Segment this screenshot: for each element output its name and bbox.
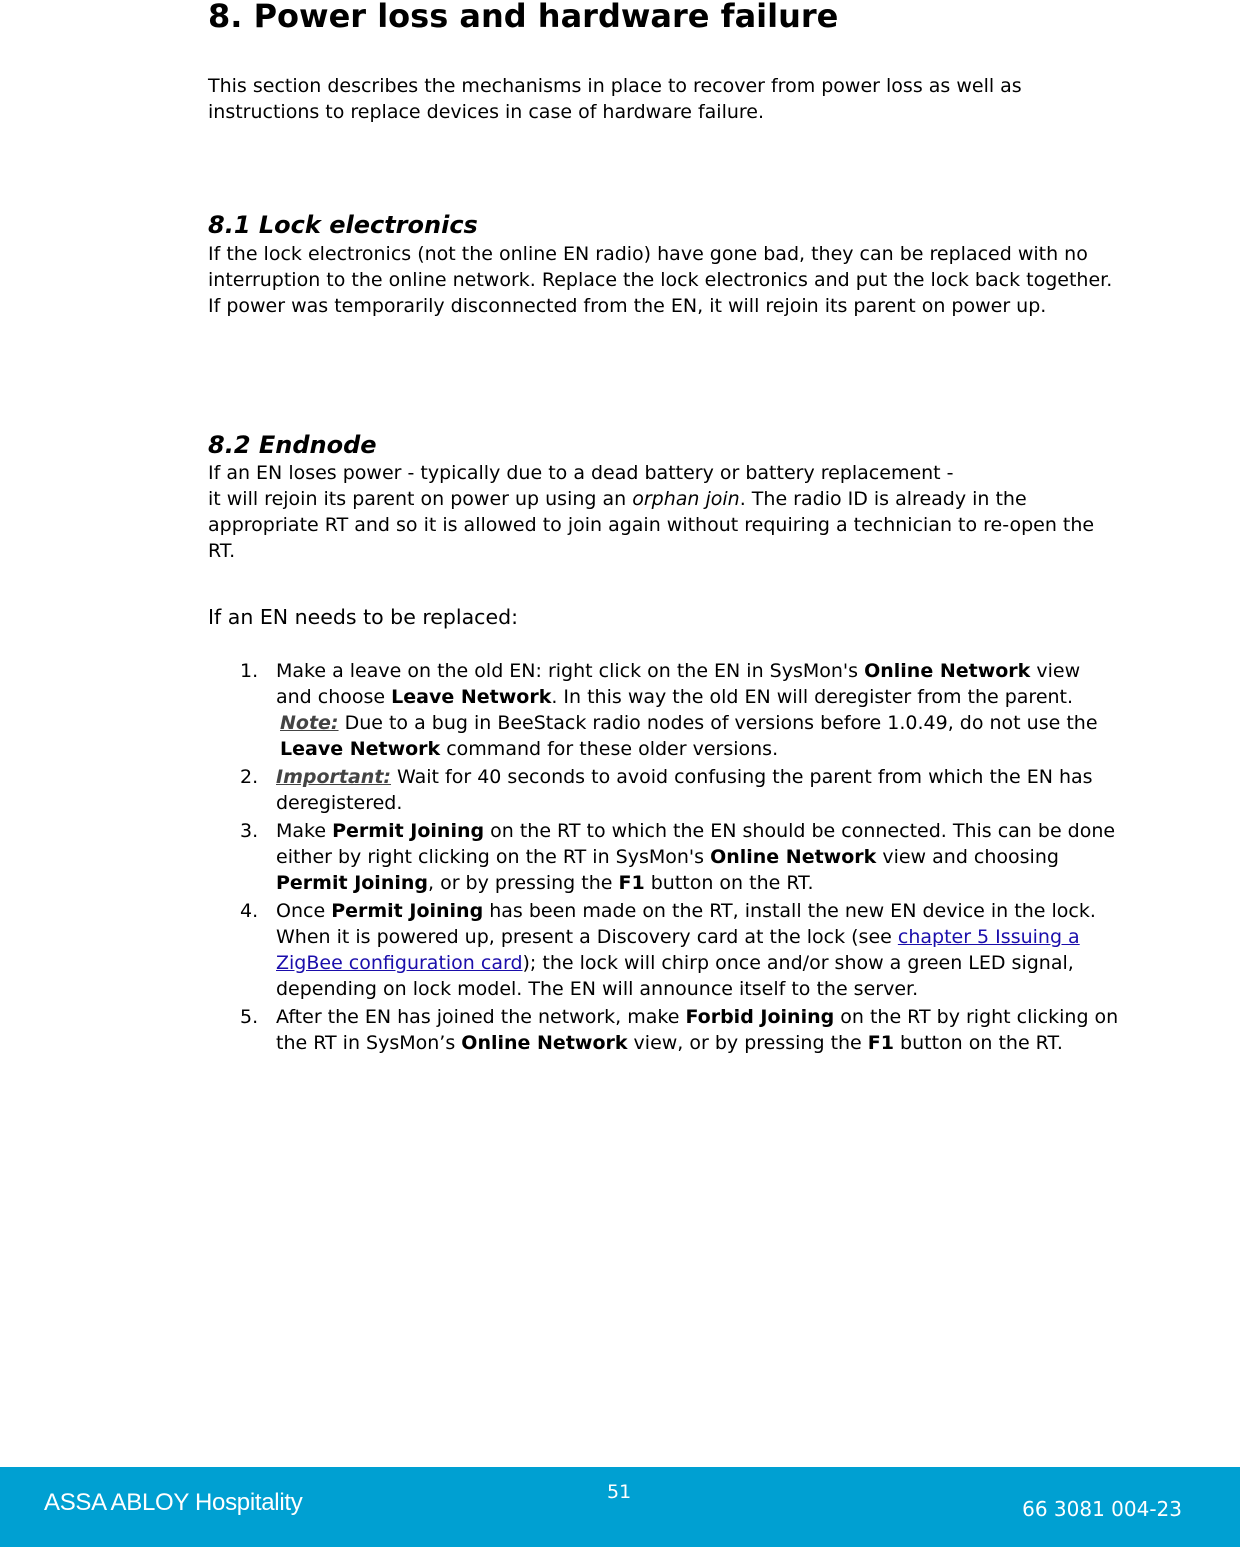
- step-text: button on the RT.: [894, 1032, 1063, 1054]
- step-text: Due to a bug in BeeStack radio nodes of versions before 1.0.49, do not use the: [338, 712, 1098, 734]
- step-text: Make: [276, 820, 333, 842]
- step-number: 1.: [240, 660, 259, 682]
- page-footer: [0, 1467, 1240, 1547]
- section-heading-lock-electronics: 8.1 Lock electronics: [208, 211, 478, 239]
- chapter-5-link[interactable]: chapter 5 Issuing a ZigBee configuration card: [276, 926, 1080, 974]
- section-heading-endnode: 8.2 Endnode: [208, 431, 377, 459]
- step-text: on the RT to which the EN should be connected. This can be done either by right clicking on the RT in SysMon's: [276, 820, 1116, 868]
- step-bold: Permit Joining: [276, 872, 428, 894]
- page-title: 8. Power loss and hardware failure: [208, 0, 839, 35]
- step-bold: F1: [867, 1032, 894, 1054]
- replace-intro: If an EN needs to be replaced:: [208, 605, 518, 629]
- endnode-text-line1: If an EN loses power - typically due to a dead battery or battery replacement -: [208, 462, 954, 484]
- step-bold: Leave Network: [280, 738, 441, 760]
- list-item: [240, 658, 1120, 762]
- step-text: on the RT by right clicking on the RT in SysMon’s: [276, 1006, 1119, 1054]
- step-number: 2.: [240, 766, 259, 788]
- list-item: [240, 1004, 1120, 1056]
- step-text: Make a leave on the old EN: right click on the EN in SysMon's: [276, 660, 865, 682]
- list-item: [240, 764, 1120, 816]
- step-text: view and choose: [276, 660, 1081, 708]
- step-text: Wait for 40 seconds to avoid confusing the parent from which the EN has deregistered.: [276, 766, 1093, 814]
- replacement-steps-list: [240, 658, 1120, 1058]
- important-label: Important:: [276, 766, 392, 788]
- step-text: . In this way the old EN will deregister from the parent.: [551, 686, 1074, 708]
- note-label: Note:: [280, 712, 339, 734]
- lock-electronics-paragraph: If the lock electronics (not the online EN radio) have gone bad, they can be replaced with no interruption to the online network. Replace the lock electronics and put the lock back together. If power was temporarily disconnected from the EN, it will rejoin its parent on power up.: [208, 243, 1113, 317]
- endnode-paragraph: [208, 460, 1118, 564]
- step-bold: Leave Network: [391, 686, 552, 708]
- step-bold: F1: [618, 872, 645, 894]
- intro-paragraph: This section describes the mechanisms in place to recover from power loss as well as instructions to replace devices in case of hardware failure.: [208, 75, 1022, 123]
- orphan-join-term: orphan join: [632, 488, 740, 510]
- step-text: , or by pressing the: [428, 872, 619, 894]
- step-text: Once: [276, 900, 332, 922]
- step-number: 4.: [240, 900, 259, 922]
- step-bold: Permit Joining: [332, 820, 485, 842]
- list-item: [240, 898, 1120, 1002]
- step-bold: Online Network: [864, 660, 1031, 682]
- document-number: 66 3081 004-23: [1022, 1497, 1182, 1521]
- step-bold: Permit Joining: [331, 900, 484, 922]
- step-text: ); the lock will chirp once and/or show a green LED signal, depending on lock model. The EN will announce itself to the server.: [276, 952, 1074, 1000]
- step-text: button on the RT.: [644, 872, 814, 894]
- step-number: 5.: [240, 1006, 259, 1028]
- list-item: [240, 818, 1120, 896]
- page-number: 51: [607, 1481, 632, 1503]
- step-text: has been made on the RT, install the new EN device in the lock. When it is powered up, present a Discovery card at the lock (see: [276, 900, 1096, 948]
- step-bold: Online Network: [710, 846, 877, 868]
- step-text: After the EN has joined the network, make: [276, 1006, 686, 1028]
- step-text: command for these older versions.: [440, 738, 779, 760]
- brand-logo: ASSA ABLOY Hospitality: [44, 1489, 303, 1516]
- step-bold: Online Network: [461, 1032, 628, 1054]
- endnode-text: . The radio ID is already in the appropriate RT and so it is allowed to join again without requiring a technician to re-open the RT.: [208, 488, 1095, 562]
- step-bold: Forbid Joining: [685, 1006, 835, 1028]
- step-text: view and choosing: [876, 846, 1059, 868]
- step-text: view, or by pressing the: [627, 1032, 868, 1054]
- endnode-text: it will rejoin its parent on power up using an: [208, 488, 633, 510]
- note: [276, 710, 1120, 762]
- step-number: 3.: [240, 820, 259, 842]
